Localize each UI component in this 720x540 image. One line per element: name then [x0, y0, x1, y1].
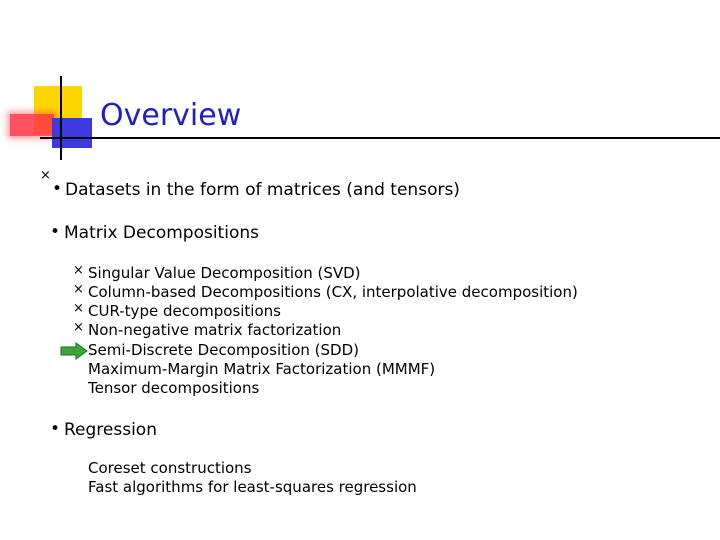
- bullet-icon: •: [52, 179, 63, 199]
- title-underline: [40, 137, 720, 139]
- list-item: Semi-Discrete Decomposition (SDD): [88, 341, 359, 359]
- list-item: Coreset constructions: [88, 459, 252, 477]
- list-item: CUR-type decompositions: [88, 302, 281, 320]
- item-regression: Regression: [64, 420, 157, 440]
- list-item: Maximum-Margin Matrix Factorization (MMMF): [88, 360, 436, 378]
- slide-title: Overview: [100, 98, 242, 133]
- item-datasets: Datasets in the form of matrices (and tensors): [65, 180, 460, 200]
- x-mark-icon: ×: [73, 263, 84, 278]
- arrow-right-icon: [60, 342, 88, 360]
- decor-blue-square: [52, 118, 92, 148]
- x-mark-icon: ×: [73, 301, 84, 316]
- decor-red-bar: [10, 114, 54, 136]
- list-item: Singular Value Decomposition (SVD): [88, 264, 361, 282]
- x-mark-icon: ×: [73, 282, 84, 297]
- list-item: Tensor decompositions: [88, 379, 260, 397]
- bullet-icon: •: [50, 419, 61, 439]
- list-item: Fast algorithms for least-squares regression: [88, 478, 417, 496]
- x-mark-icon: ×: [40, 168, 51, 183]
- list-item: Non-negative matrix factorization: [88, 321, 342, 339]
- x-mark-icon: ×: [73, 320, 84, 335]
- bullet-icon: •: [50, 222, 61, 242]
- list-item: Column-based Decompositions (CX, interpolative decomposition): [88, 283, 578, 301]
- item-matrix-decompositions: Matrix Decompositions: [64, 223, 259, 243]
- decor-vertical-line: [60, 76, 62, 160]
